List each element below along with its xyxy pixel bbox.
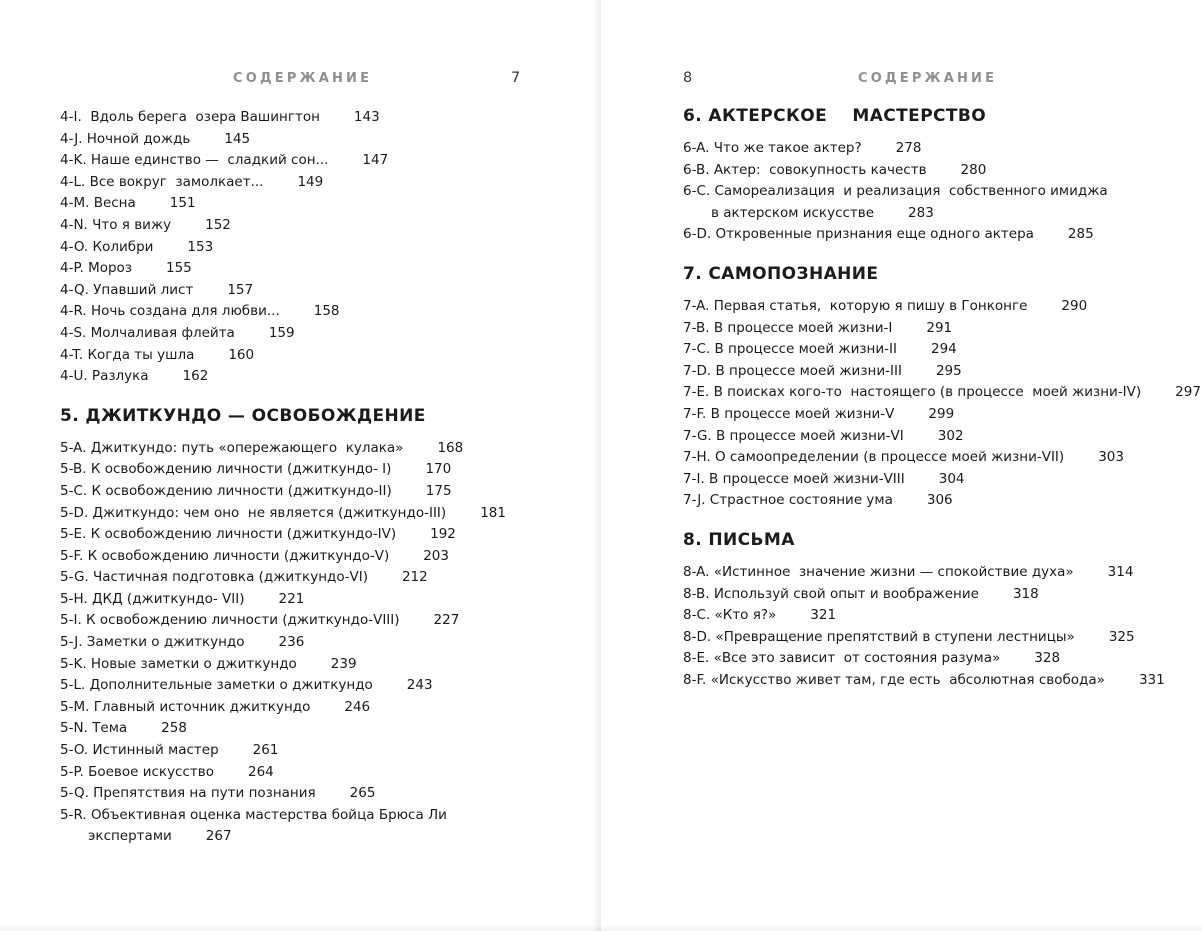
toc-item-title: 4-I. Вдоль берега озера Вашингтон: [60, 109, 320, 125]
toc-item-title: 4-L. Все вокруг замолкает...: [60, 173, 264, 190]
toc-item-title: 6-C. Самореализация и реализация собственного имиджа: [683, 183, 1108, 200]
toc-item-page-number: 203: [423, 547, 449, 564]
toc-item: [60, 345, 552, 367]
toc-item-page-number: 328: [1034, 650, 1061, 667]
toc-item-page-number: 162: [182, 368, 209, 385]
toc-item-title: 5-M. Главный источник джиткундо: [60, 698, 311, 715]
toc-item-title: 5-P. Боевое искусство: [60, 763, 214, 780]
toc-item-page-number: 147: [362, 152, 389, 169]
page-right: [601, 0, 1202, 931]
toc-item-page-number: 304: [938, 470, 965, 487]
toc-item-page-number: 145: [224, 130, 251, 147]
toc-item-page-number: 303: [1098, 449, 1124, 466]
toc-item: [60, 546, 552, 568]
toc-item-page-number: 168: [437, 439, 464, 456]
toc-item-page-number: 294: [930, 341, 957, 358]
toc-item-title: 5-D. Джиткундо: чем оно не является (джиткундо-III): [60, 504, 447, 521]
toc-item: [60, 459, 552, 481]
toc-item: [60, 150, 552, 172]
toc-item: [60, 654, 552, 676]
toc-item-page-number: 157: [227, 281, 254, 298]
toc-item-page-number: 236: [278, 634, 305, 651]
running-title-right: СОДЕРЖАНИЕ: [858, 71, 998, 86]
toc-item-title-continuation: экспертами: [88, 828, 172, 845]
toc-item: [60, 697, 552, 719]
toc-item-title: 5-Q. Препятствия на пути познания: [60, 785, 316, 802]
toc-item-page-number: 212: [401, 569, 428, 586]
toc-item: [683, 469, 1202, 491]
toc-item-page-number: 264: [247, 763, 274, 780]
toc-item-page-number: 325: [1108, 628, 1135, 645]
toc-item-page-number: 149: [297, 173, 324, 190]
toc-item-title: 5-H. ДКД (джиткундо- VII): [60, 590, 245, 607]
toc-item-title: 8-D. «Превращение препятствий в ступени лестницы»: [683, 628, 1075, 645]
toc-item-page-number: 221: [278, 590, 305, 607]
toc-item: [60, 610, 552, 632]
toc-item-title: 5-L. Дополнительные заметки о джиткундо: [60, 677, 373, 694]
toc-item: [60, 280, 552, 302]
toc-item: [60, 129, 552, 151]
toc-item: [60, 567, 552, 589]
toc-item: [60, 366, 552, 388]
toc-item-page-number: 297: [1175, 384, 1201, 401]
toc-item-page-number: 258: [161, 720, 187, 737]
toc-item-page-number: 283: [908, 204, 934, 221]
toc-item-title: 5-I. К освобождению личности (джиткундо-VIII): [60, 612, 400, 629]
toc-item-page-number: 295: [935, 362, 962, 379]
toc-item-title: 5-B. К освобождению личности (джиткундо- I): [60, 461, 392, 478]
toc-item: [60, 589, 552, 611]
toc-item-page-number: 306: [926, 492, 953, 509]
toc-item: [60, 172, 552, 194]
toc-item-title: 4-R. Ночь создана для любви...: [60, 303, 280, 320]
toc-item-title: 5-G. Частичная подготовка (джиткундо-VI): [60, 569, 368, 586]
toc-content-right: [683, 104, 1202, 691]
toc-item-page-number: 318: [1012, 585, 1039, 602]
toc-item-title: 7-J. Страстное состояние ума: [683, 492, 893, 509]
toc-item-page-number: 155: [166, 260, 192, 277]
toc-item-page-number: 291: [926, 319, 953, 336]
toc-item-title: 6-B. Актер: совокупность качеств: [683, 161, 927, 178]
toc-item: [683, 490, 1202, 512]
toc-item: [683, 318, 1202, 340]
toc-item-title: 7-E. В поисках кого-то настоящего (в процессе моей жизни-IV): [683, 384, 1142, 401]
toc-item-page-number: 159: [268, 324, 295, 341]
toc-item-title: 8-E. «Все это зависит от состояния разума»: [683, 650, 1001, 667]
toc-item-title: 4-J. Ночной дождь: [60, 130, 191, 147]
toc-item-page-number: 192: [430, 526, 456, 543]
toc-item: [60, 503, 552, 525]
toc-item-page-number: 143: [353, 109, 380, 125]
toc-item-title: 4-P. Мороз: [60, 260, 132, 277]
toc-item: [683, 361, 1202, 383]
toc-item: [60, 438, 552, 460]
toc-item: [60, 632, 552, 654]
toc-item-title: 4-S. Молчаливая флейта: [60, 324, 235, 341]
toc-item-title: 7-C. В процессе моей жизни-II: [683, 341, 897, 358]
toc-item: [60, 740, 552, 762]
toc-item-page-number: 267: [205, 828, 232, 845]
page-number-left: 7: [511, 70, 521, 86]
toc-item-page-number: 246: [344, 698, 371, 715]
toc-item-title: 7-B. В процессе моей жизни-I: [683, 319, 893, 336]
toc-item: [60, 762, 552, 784]
toc-item-page-number: 265: [349, 785, 376, 802]
toc-item: [60, 258, 552, 280]
toc-item: [683, 382, 1202, 404]
toc-item: [683, 426, 1202, 448]
toc-item: [683, 181, 1202, 224]
toc-item-title: 5-F. К освобождению личности (джиткундо-V): [60, 547, 390, 564]
toc-item-title: 4-N. Что я вижу: [60, 216, 172, 233]
toc-item-title: 7-H. О самоопределении (в процессе моей жизни-VII): [683, 449, 1065, 466]
toc-item-page-number: 331: [1138, 671, 1165, 688]
page-number-right: 8: [683, 70, 693, 86]
toc-item: [60, 805, 552, 848]
toc-item: [60, 675, 552, 697]
toc-item-page-number: 280: [960, 161, 987, 178]
toc-item-title: 5-O. Истинный мастер: [60, 742, 219, 759]
toc-item-page-number: 261: [252, 742, 279, 759]
toc-content-left: [60, 107, 552, 848]
toc-item: [60, 481, 552, 503]
toc-item-title: 7-A. Первая статья, которую я пишу в Гонконге: [683, 297, 1028, 314]
toc-item-title: 5-J. Заметки о джиткундо: [60, 634, 245, 651]
toc-item: [683, 447, 1202, 469]
toc-item-title: 6-D. Откровенные признания еще одного актера: [683, 226, 1034, 243]
toc-item-title: 5-K. Новые заметки о джиткундо: [60, 655, 297, 672]
toc-item: [683, 562, 1202, 584]
toc-item: [60, 524, 552, 546]
toc-item-title: 4-Q. Упавший лист: [60, 281, 194, 298]
toc-item-page-number: 158: [313, 303, 340, 320]
toc-item-title: 7-D. В процессе моей жизни-III: [683, 362, 902, 379]
toc-item-page-number: 278: [895, 140, 922, 156]
toc-item-page-number: 151: [169, 195, 196, 212]
toc-item-page-number: 181: [480, 504, 506, 521]
running-title-left: СОДЕРЖАНИЕ: [233, 71, 373, 86]
toc-item-title: 5-E. К освобождению личности (джиткундо-IV): [60, 526, 397, 543]
toc-item-title: 4-O. Колибри: [60, 238, 154, 255]
toc-item: [60, 783, 552, 805]
toc-item: [683, 224, 1202, 246]
section-heading: 5. ДЖИТКУНДО — ОСВОБОЖДЕНИЕ: [60, 405, 426, 426]
toc-item: [60, 301, 552, 323]
toc-item-title: 8-B. Используй свой опыт и воображение: [683, 585, 979, 602]
toc-item-page-number: 227: [433, 612, 460, 629]
toc-item-title: 4-K. Наше единство — сладкий сон...: [60, 152, 329, 169]
toc-item-title: 7-I. В процессе моей жизни-VIII: [683, 470, 905, 487]
toc-item-title: 5-N. Тема: [60, 720, 128, 737]
toc-item-page-number: 160: [228, 346, 255, 363]
toc-item: [683, 648, 1202, 670]
toc-item-page-number: 285: [1067, 226, 1094, 243]
toc-item-page-number: 175: [425, 482, 452, 499]
toc-item: [60, 215, 552, 237]
toc-item-page-number: 314: [1107, 563, 1134, 580]
toc-item-title-continuation: в актерском искусстве: [711, 204, 875, 221]
toc-item: [683, 138, 1202, 160]
toc-item-title: 7-F. В процессе моей жизни-V: [683, 405, 895, 422]
toc-item-page-number: 290: [1061, 297, 1088, 314]
section-heading: 8. ПИСЬМА: [683, 529, 795, 550]
toc-item-page-number: 170: [425, 461, 452, 478]
toc-item-title: 5-C. К освобождению личности (джиткундо-II): [60, 482, 392, 499]
toc-item: [60, 193, 552, 215]
toc-item: [683, 339, 1202, 361]
toc-item-page-number: 152: [205, 216, 231, 233]
toc-item: [60, 718, 552, 740]
toc-item: [683, 584, 1202, 606]
toc-item: [683, 160, 1202, 182]
toc-item-page-number: 243: [406, 677, 433, 694]
toc-item-title: 4-M. Весна: [60, 195, 136, 212]
toc-item: [683, 670, 1202, 692]
toc-item-page-number: 321: [810, 607, 837, 624]
toc-item: [60, 107, 552, 129]
toc-item-title: 8-A. «Истинное значение жизни — спокойствие духа»: [683, 563, 1074, 580]
toc-item-title: 4-T. Когда ты ушла: [60, 346, 195, 363]
toc-item: [60, 237, 552, 259]
toc-item-page-number: 239: [330, 655, 357, 672]
toc-item-title: 8-F. «Искусство живет там, где есть абсолютная свобода»: [683, 671, 1105, 688]
section-heading: 6. АКТЕРСКОЕ МАСТЕРСТВО: [683, 106, 987, 126]
toc-item: [683, 296, 1202, 318]
toc-item-page-number: 153: [187, 238, 214, 255]
toc-item: [683, 404, 1202, 426]
toc-item-page-number: 302: [937, 427, 964, 444]
toc-item-page-number: 299: [928, 405, 955, 422]
toc-item: [60, 323, 552, 345]
section-heading: 7. САМОПОЗНАНИЕ: [683, 263, 879, 284]
toc-item-title: 5-R. Объективная оценка мастерства бойца Брюса Ли: [60, 806, 447, 823]
toc-item-title: 4-U. Разлука: [60, 368, 149, 385]
toc-item-title: 5-A. Джиткундо: путь «опережающего кулака»: [60, 439, 404, 456]
toc-item-title: 8-C. «Кто я?»: [683, 607, 777, 624]
toc-item: [683, 605, 1202, 627]
toc-item-title: 7-G. В процессе моей жизни-VI: [683, 427, 904, 444]
toc-item-title: 6-A. Что же такое актер?: [683, 140, 862, 156]
toc-item: [683, 627, 1202, 649]
